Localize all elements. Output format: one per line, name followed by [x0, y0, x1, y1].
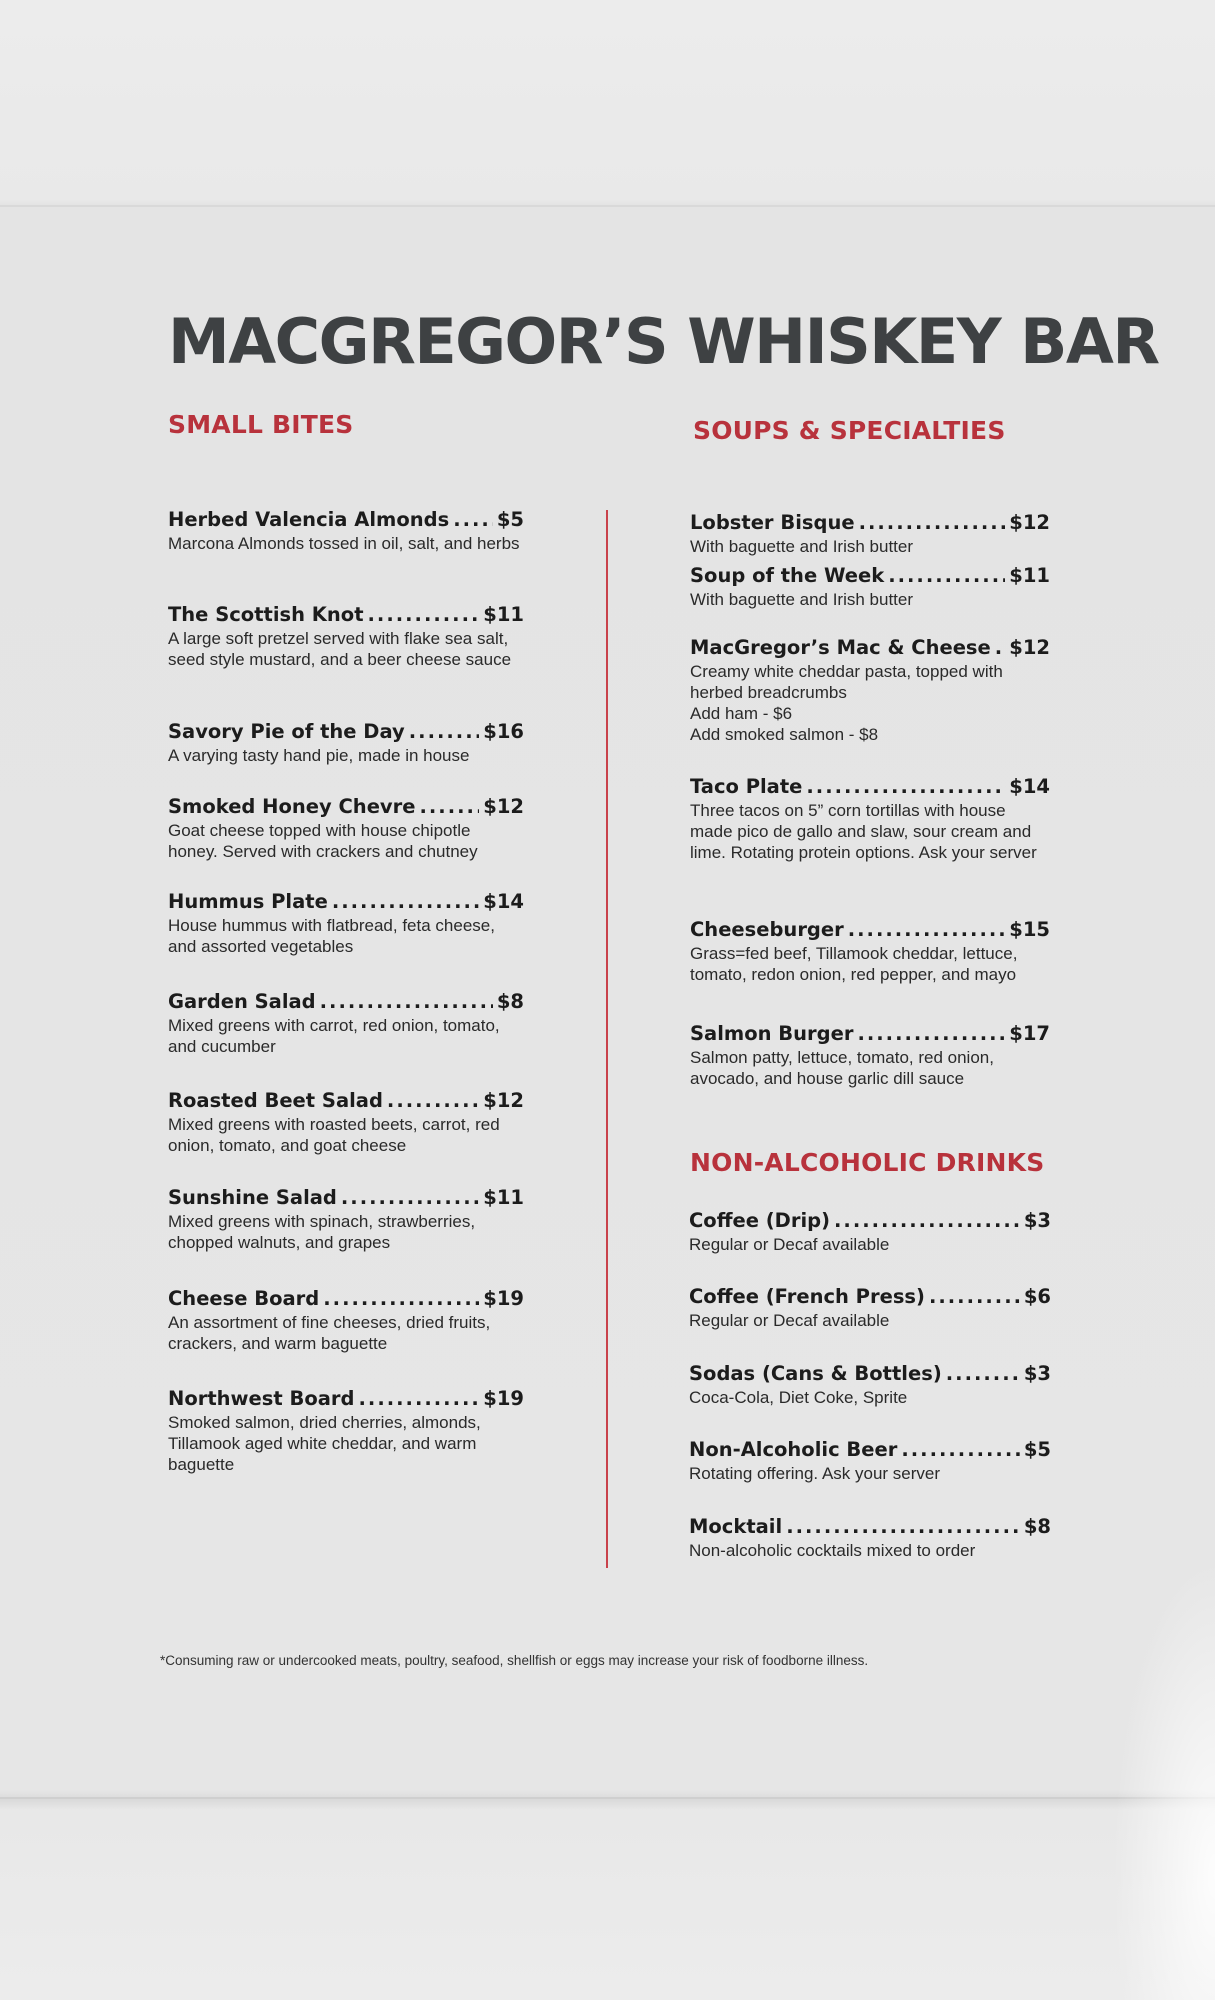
- menu-item: [689, 1362, 1051, 1408]
- footnote: *Consuming raw or undercooked meats, poultry, seafood, shellfish or eggs may increase your risk of foodborne illness.: [160, 1653, 869, 1668]
- menu-item-description: [689, 1387, 1051, 1408]
- dot-leader: [857, 1022, 1005, 1045]
- menu-item-price: $12: [483, 1089, 524, 1112]
- menu-item: [168, 508, 524, 554]
- menu-item-header: [168, 508, 524, 531]
- menu-item-description: [168, 745, 524, 766]
- menu-item-header: [168, 1186, 524, 1209]
- menu-item-description-line: With baguette and Irish butter: [690, 590, 914, 609]
- menu-item-header: [689, 1438, 1051, 1461]
- menu-item: [689, 1209, 1051, 1255]
- menu-item-header: [689, 1515, 1051, 1538]
- menu-item-name: Garden Salad: [168, 990, 316, 1013]
- section-heading-non-alcoholic-drinks: NON-ALCOHOLIC DRINKS: [690, 1148, 1045, 1177]
- dot-leader: [806, 775, 1005, 798]
- menu-item-description-line: A large soft pretzel served with flake sea salt, seed style mustard, and a beer cheese sauce: [168, 629, 512, 669]
- menu-item-header: [689, 1209, 1051, 1232]
- menu-item-name: Mocktail: [689, 1515, 783, 1538]
- menu-item-description-line: An assortment of fine cheeses, dried fruits, crackers, and warm baguette: [168, 1313, 491, 1353]
- menu-item-description: [168, 915, 524, 957]
- menu-item-name: Smoked Honey Chevre: [168, 795, 416, 818]
- menu-item-description-line: Add ham - $6: [690, 704, 793, 723]
- menu-item-header: [690, 775, 1050, 798]
- menu-item-description: [690, 661, 1050, 745]
- menu-item-price: $16: [483, 720, 524, 743]
- dot-leader: [859, 511, 1006, 534]
- sheet-edge-top: [0, 205, 1215, 207]
- column-divider: [606, 510, 608, 1568]
- menu-item-price: $3: [1023, 1209, 1051, 1232]
- dot-leader: [888, 564, 1005, 587]
- dot-leader: [929, 1285, 1020, 1308]
- menu-item-price: $5: [496, 508, 524, 531]
- menu-item-header: [690, 636, 1050, 659]
- menu-item-header: [168, 1387, 524, 1410]
- menu-item: [689, 1515, 1051, 1561]
- menu-item-header: [690, 564, 1050, 587]
- menu-item-header: [690, 918, 1050, 941]
- menu-item-description: [690, 536, 1050, 557]
- menu-item: [168, 1186, 524, 1253]
- menu-item-description: [689, 1463, 1051, 1484]
- menu-item-price: $19: [483, 1387, 524, 1410]
- menu-item-header: [690, 511, 1050, 534]
- menu-item-price: $11: [1009, 564, 1050, 587]
- menu-item-description-line: Mixed greens with carrot, red onion, tomato, and cucumber: [168, 1016, 500, 1056]
- menu-item-name: Non-Alcoholic Beer: [689, 1438, 898, 1461]
- menu-item-name: Savory Pie of the Day: [168, 720, 405, 743]
- section-heading-soups-specialties: SOUPS & SPECIALTIES: [693, 416, 1006, 445]
- menu-item: [168, 720, 524, 766]
- menu-item-description-line: Non-alcoholic cocktails mixed to order: [689, 1541, 976, 1560]
- menu-item-price: $8: [496, 990, 524, 1013]
- menu-item-name: Sunshine Salad: [168, 1186, 337, 1209]
- menu-item-description: [168, 1312, 524, 1354]
- menu-item-description: [168, 1015, 524, 1057]
- menu-item-description-line: Creamy white cheddar pasta, topped with herbed breadcrumbs: [690, 662, 1003, 702]
- dot-leader: [359, 1387, 480, 1410]
- menu-item-header: [689, 1285, 1051, 1308]
- menu-item: [690, 564, 1050, 610]
- menu-item-header: [168, 603, 524, 626]
- menu-item-description-line: Three tacos on 5” corn tortillas with house made pico de gallo and slaw, sour cream and lime. Rotating protein options. Ask your server: [690, 801, 1037, 862]
- menu-item-description-line: House hummus with flatbread, feta cheese, and assorted vegetables: [168, 916, 495, 956]
- menu-item-header: [168, 990, 524, 1013]
- dot-leader: [387, 1089, 479, 1112]
- dot-leader: [848, 918, 1006, 941]
- menu-item-name: Roasted Beet Salad: [168, 1089, 383, 1112]
- menu-item: [690, 1022, 1050, 1089]
- menu-item-price: $8: [1023, 1515, 1051, 1538]
- menu-item-price: $11: [483, 603, 524, 626]
- menu-item-description-line: With baguette and Irish butter: [690, 537, 914, 556]
- menu-item-price: $19: [483, 1287, 524, 1310]
- menu-item-description: [689, 1310, 1051, 1331]
- dot-leader: [946, 1362, 1020, 1385]
- menu-item-description: [689, 1540, 1051, 1561]
- menu-item: [168, 1089, 524, 1156]
- dot-leader: [453, 508, 493, 531]
- section-heading-small-bites: SMALL BITES: [168, 410, 354, 439]
- dot-leader: [419, 795, 479, 818]
- dot-leader: [368, 603, 480, 626]
- menu-item-description: [690, 800, 1050, 863]
- menu-item-name: Soup of the Week: [690, 564, 885, 587]
- dot-leader: [901, 1438, 1020, 1461]
- dot-leader: [409, 720, 480, 743]
- menu-item-name: Herbed Valencia Almonds: [168, 508, 450, 531]
- menu-item-price: $12: [1009, 636, 1050, 659]
- menu-item-price: $11: [483, 1186, 524, 1209]
- menu-item-description: [168, 820, 524, 862]
- menu-item: [168, 990, 524, 1057]
- menu-item-name: Hummus Plate: [168, 890, 328, 913]
- menu-item-price: $17: [1009, 1022, 1050, 1045]
- dot-leader: [995, 636, 1006, 659]
- menu-item-price: $15: [1009, 918, 1050, 941]
- menu-item-price: $5: [1023, 1438, 1051, 1461]
- menu-item-header: [690, 1022, 1050, 1045]
- menu-item-name: Coffee (Drip): [689, 1209, 831, 1232]
- menu-item-description-line: Goat cheese topped with house chipotle honey. Served with crackers and chutney: [168, 821, 478, 861]
- menu-item-header: [168, 890, 524, 913]
- menu-item-price: $12: [1009, 511, 1050, 534]
- menu-item-name: The Scottish Knot: [168, 603, 364, 626]
- dot-leader: [341, 1186, 479, 1209]
- menu-item-name: Sodas (Cans & Bottles): [689, 1362, 942, 1385]
- menu-item-description: [168, 1114, 524, 1156]
- menu-item-name: Taco Plate: [690, 775, 803, 798]
- menu-item-description-line: Regular or Decaf available: [689, 1311, 890, 1330]
- menu-item-description-line: Salmon patty, lettuce, tomato, red onion, avocado, and house garlic dill sauce: [690, 1048, 994, 1088]
- menu-item-header: [168, 1287, 524, 1310]
- menu-item-header: [168, 795, 524, 818]
- menu-item-description-line: Mixed greens with spinach, strawberries, chopped walnuts, and grapes: [168, 1212, 476, 1252]
- menu-item-description-line: Marcona Almonds tossed in oil, salt, and herbs: [168, 534, 520, 553]
- menu-item-name: Coffee (French Press): [689, 1285, 925, 1308]
- dot-leader: [834, 1209, 1020, 1232]
- menu-item-description: [168, 1211, 524, 1253]
- menu-item: [168, 795, 524, 862]
- menu-item-description-line: Grass=fed beef, Tillamook cheddar, lettuce, tomato, redon onion, red pepper, and mayo: [690, 944, 1018, 984]
- dot-leader: [323, 1287, 479, 1310]
- menu-item: [690, 636, 1050, 745]
- menu-item-description-line: A varying tasty hand pie, made in house: [168, 746, 470, 765]
- menu-item: [168, 603, 524, 670]
- menu-item-name: Lobster Bisque: [690, 511, 855, 534]
- light-glare: [1095, 1500, 1215, 2000]
- menu-item-name: MacGregor’s Mac & Cheese: [690, 636, 991, 659]
- menu-item-header: [689, 1362, 1051, 1385]
- menu-item: [690, 918, 1050, 985]
- menu-item-name: Cheeseburger: [690, 918, 844, 941]
- menu-item-description-line: Smoked salmon, dried cherries, almonds, Tillamook aged white cheddar, and warm baguette: [168, 1413, 481, 1474]
- dot-leader: [332, 890, 479, 913]
- menu-item-description: [168, 533, 524, 554]
- menu-item-header: [168, 720, 524, 743]
- menu-item-name: Northwest Board: [168, 1387, 355, 1410]
- menu-item-description: [690, 943, 1050, 985]
- menu-item-price: $14: [1009, 775, 1050, 798]
- menu-item: [690, 511, 1050, 557]
- menu-item-header: [168, 1089, 524, 1112]
- menu-item-description-line: Add smoked salmon - $8: [690, 725, 879, 744]
- menu-item-price: $3: [1023, 1362, 1051, 1385]
- menu-item: [168, 1387, 524, 1475]
- menu-item-description: [690, 589, 1050, 610]
- menu-title: MACGREGOR’S WHISKEY BAR: [168, 305, 1159, 378]
- menu-item-name: Cheese Board: [168, 1287, 320, 1310]
- menu-item-description: [689, 1234, 1051, 1255]
- menu-item: [690, 775, 1050, 863]
- menu-item-description-line: Coca-Cola, Diet Coke, Sprite: [689, 1388, 908, 1407]
- menu-item-description-line: Regular or Decaf available: [689, 1235, 890, 1254]
- menu-item-price: $14: [483, 890, 524, 913]
- menu-item: [689, 1438, 1051, 1484]
- menu-item-description: [690, 1047, 1050, 1089]
- menu-item-description-line: Mixed greens with roasted beets, carrot, red onion, tomato, and goat cheese: [168, 1115, 500, 1155]
- menu-item: [689, 1285, 1051, 1331]
- menu-item-description-line: Rotating offering. Ask your server: [689, 1464, 941, 1483]
- menu-item-description: [168, 1412, 524, 1475]
- menu-item: [168, 890, 524, 957]
- menu-item-price: $6: [1023, 1285, 1051, 1308]
- menu-item-description: [168, 628, 524, 670]
- dot-leader: [786, 1515, 1020, 1538]
- menu-item: [168, 1287, 524, 1354]
- dot-leader: [320, 990, 493, 1013]
- sheet-edge-bottom: [0, 1797, 1215, 1799]
- menu-item-name: Salmon Burger: [690, 1022, 854, 1045]
- menu-item-price: $12: [483, 795, 524, 818]
